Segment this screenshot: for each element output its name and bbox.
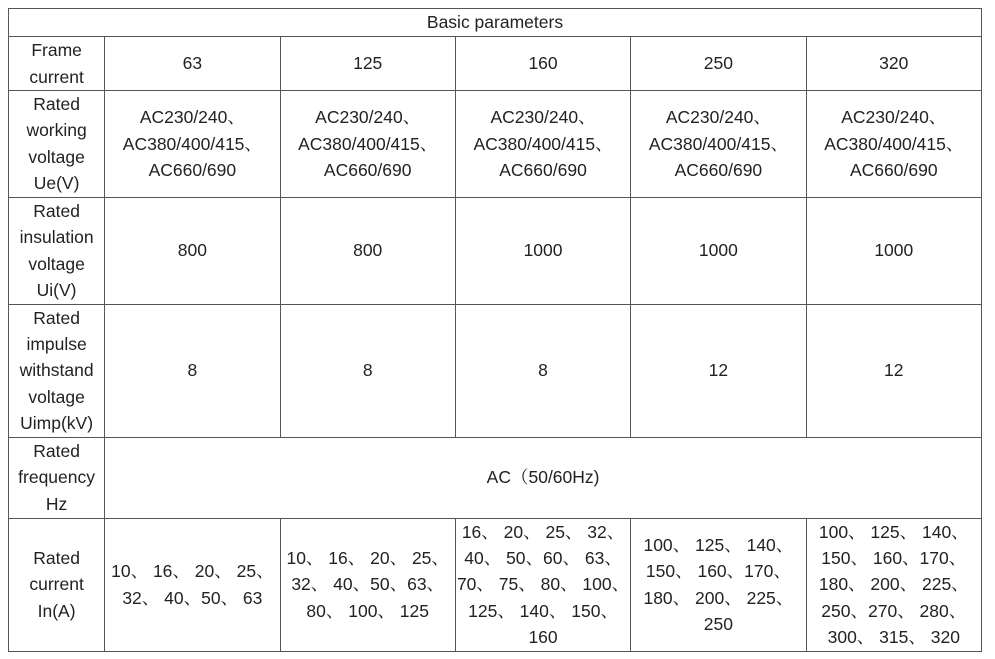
frame-current-125: 125 [280, 37, 455, 91]
insulation-voltage-cell: 1000 [806, 197, 981, 304]
text-line: 70、 75、 80、 100、 [456, 574, 630, 595]
cell-lines [807, 519, 981, 651]
text-line: voltage [28, 253, 85, 274]
text-line: AC380/400/415、 [648, 133, 788, 154]
row-label-frame-current [9, 37, 105, 91]
cell-lines [105, 558, 279, 611]
text-line: frequency [18, 467, 96, 488]
text-line: working [26, 120, 87, 141]
text-line: insulation [19, 227, 94, 248]
text-line: 80、 100、 125 [306, 600, 429, 621]
text-line: 32、 40、50、 63 [122, 587, 263, 608]
text-line: AC380/400/415、 [824, 133, 964, 154]
table-row [9, 37, 982, 91]
text-line: 150、 160、170、 [645, 561, 791, 582]
text-line: 300、 315、 320 [827, 627, 960, 648]
text-line: 125、 140、 150、 [468, 600, 618, 621]
working-voltage-cell [631, 91, 806, 198]
impulse-voltage-cell: 12 [806, 304, 981, 437]
cell-lines [807, 104, 981, 183]
text-line: 40、 50、60、 63、 [464, 548, 622, 569]
text-line: impulse [26, 334, 87, 355]
text-line: Uimp(kV) [20, 413, 94, 434]
insulation-voltage-cell: 1000 [631, 197, 806, 304]
table-row [9, 197, 982, 304]
working-voltage-cell [280, 91, 455, 198]
impulse-voltage-cell: 8 [455, 304, 630, 437]
rated-frequency-value: AC（50/60Hz) [105, 437, 982, 518]
basic-parameters-table [8, 8, 982, 652]
text-line: AC230/240、 [490, 107, 596, 128]
text-line: AC660/690 [323, 160, 412, 181]
rated-current-cell [455, 518, 630, 651]
text-line: voltage [28, 146, 85, 167]
text-line: Rated [33, 200, 80, 221]
impulse-voltage-cell: 8 [105, 304, 280, 437]
text-line: In(A) [37, 600, 76, 621]
text-line: AC660/690 [674, 160, 763, 181]
cell-lines [281, 104, 455, 183]
frame-current-63: 63 [105, 37, 280, 91]
text-line: 16、 20、 25、 32、 [461, 521, 625, 542]
insulation-voltage-cell: 800 [105, 197, 280, 304]
table-row [9, 518, 982, 651]
text-line: 10、 16、 20、 25、 [286, 548, 449, 569]
cell-lines [105, 104, 279, 183]
row-label-rated-impulse-withstand-voltage [9, 304, 105, 437]
rated-current-cell [806, 518, 981, 651]
table-row [9, 304, 982, 437]
text-line: AC380/400/415、 [473, 133, 613, 154]
impulse-voltage-cell: 8 [280, 304, 455, 437]
text-line: current [29, 66, 84, 87]
frame-current-160: 160 [455, 37, 630, 91]
row-label-lines [9, 438, 104, 517]
text-line: Rated [33, 441, 80, 462]
text-line: AC380/400/415、 [122, 133, 262, 154]
working-voltage-cell [806, 91, 981, 198]
frame-current-250: 250 [631, 37, 806, 91]
text-line: 180、 200、 225、 [818, 574, 969, 595]
text-line: Rated [33, 307, 80, 328]
row-label-rated-working-voltage [9, 91, 105, 198]
text-line: AC230/240、 [315, 107, 421, 128]
text-line: Rated [33, 548, 80, 569]
text-line: AC660/690 [849, 160, 938, 181]
table-row [9, 437, 982, 518]
text-line: 150、 160、170、 [821, 548, 967, 569]
text-line: current [29, 574, 84, 595]
row-label-rated-current [9, 518, 105, 651]
rated-current-cell [105, 518, 280, 651]
text-line: 10、 16、 20、 25、 [111, 561, 274, 582]
text-line: 100、 125、 140、 [643, 534, 794, 555]
text-line: 32、 40、50、63、 [291, 574, 445, 595]
text-line: Rated [33, 94, 80, 114]
table-title: Basic parameters [9, 9, 982, 37]
text-line: AC230/240、 [841, 107, 947, 128]
text-line: AC230/240、 [139, 107, 245, 128]
row-label-lines [9, 91, 104, 197]
working-voltage-cell [105, 91, 280, 198]
frame-current-320: 320 [806, 37, 981, 91]
insulation-voltage-cell: 800 [280, 197, 455, 304]
rated-current-cell [631, 518, 806, 651]
text-line: 250、270、 280、 [821, 600, 967, 621]
text-line: voltage [28, 386, 85, 407]
text-line: 100、 125、 140、 [818, 521, 969, 542]
row-label-rated-insulation-voltage [9, 197, 105, 304]
cell-lines [281, 545, 455, 624]
text-line: AC660/690 [148, 160, 237, 181]
title-row [9, 9, 982, 37]
text-line: Hz [45, 493, 68, 514]
text-line: Ue(V) [33, 173, 80, 194]
text-line: AC660/690 [499, 160, 587, 181]
text-line: withstand [19, 360, 94, 381]
cell-lines [456, 519, 630, 651]
cell-lines [631, 532, 805, 638]
row-label-lines [9, 198, 104, 304]
row-label-lines [9, 305, 104, 437]
row-label-lines [9, 37, 104, 90]
text-line: Ui(V) [36, 280, 77, 301]
text-line: 160 [528, 627, 558, 648]
cell-lines [456, 104, 630, 183]
text-line: Frame [31, 40, 82, 61]
table-row [9, 91, 982, 198]
insulation-voltage-cell: 1000 [455, 197, 630, 304]
text-line: 180、 200、 225、 [643, 587, 794, 608]
impulse-voltage-cell: 12 [631, 304, 806, 437]
text-line: AC380/400/415、 [298, 133, 438, 154]
text-line: AC230/240、 [665, 107, 771, 128]
row-label-lines [9, 545, 104, 624]
cell-lines [631, 104, 805, 183]
text-line: 250 [703, 614, 733, 635]
row-label-rated-frequency [9, 437, 105, 518]
rated-current-cell [280, 518, 455, 651]
working-voltage-cell [455, 91, 630, 198]
